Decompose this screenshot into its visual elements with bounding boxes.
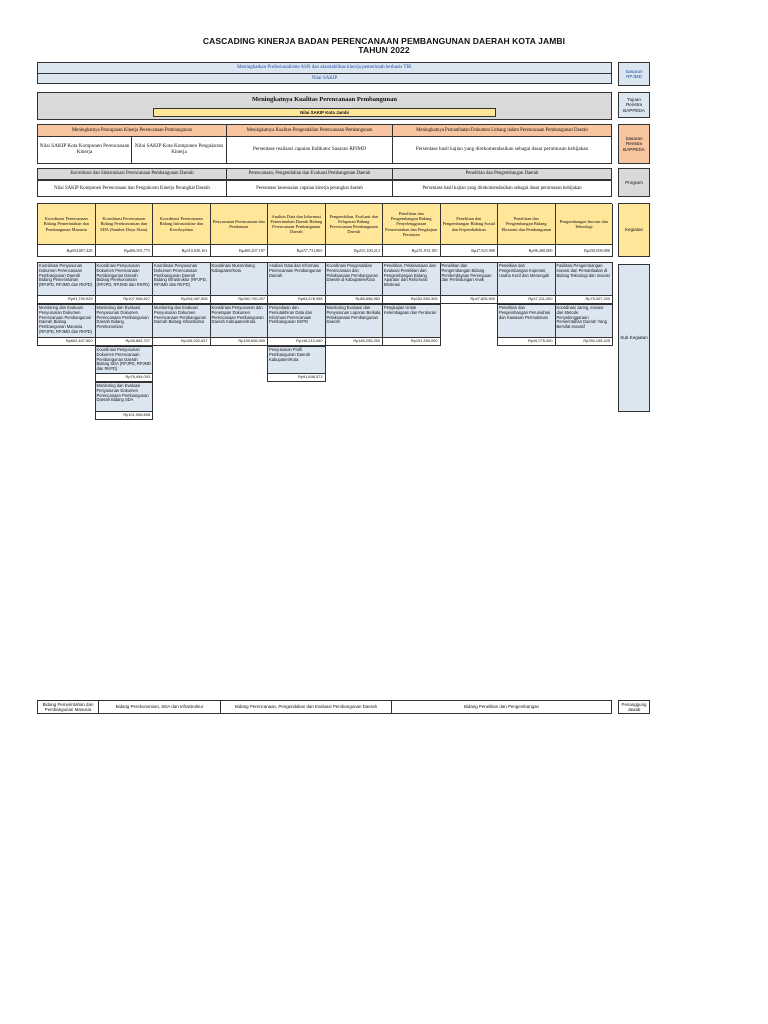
sub-kegiatan-budget: Rp101,906,698 (95, 412, 154, 420)
sub-kegiatan-sub_row1-3: Koordinasi Penyusunan Dokumen Perencanaan Pembangunan Daerah Bidang Infrastruktur (RPJPD, RPJMD dan RKPD) (152, 262, 211, 296)
sasaran-rpjmd-text: Meningkatkan Profesionalisme ASN dan akuntabilitas kinerja pemerintah berbasis TIK (38, 63, 611, 74)
kegiatan-4-budget (210, 245, 269, 257)
sub-kegiatan-sub_row4-1: Monitoring dan Evaluasi Penyusunan Dokumen Perencanaan Pembangunan Daerah Bidang SDA (95, 382, 154, 412)
sub-kegiatan-budget: Rp139,606,950 (210, 338, 269, 346)
kegiatan-5-budget (267, 245, 326, 257)
sub-kegiatan-sub_row3-1: Koordinasi Penyusunan Dokumen Perencanaan Pembangunan Daerah Bidang SDA (RPJPD, RPJMD dan RKPD) (95, 346, 154, 374)
sub-kegiatan-sub_row1-1: Koordinasi Penyusunan Dokumen Perencanaan Pembangunan Daerah Bidang Pemerintahan (RPJPD, RPJMD dan RKPD) (37, 262, 96, 296)
kegiatan-budget-value: Rp47,825,900 (471, 248, 495, 253)
page-title: CASCADING KINERJA BADAN PERENCANAAN PEMBANGUNAN DAERAH KOTA JAMBI (202, 36, 566, 46)
kegiatan-3-budget (152, 245, 211, 257)
tujuan-block (37, 92, 612, 120)
sasaran-renstra-2-indikator: Persentase realisasi capaian Indikator Sasaran RPJMD (226, 136, 393, 164)
sub-kegiatan-budget: Rp105,932,637 (152, 338, 211, 346)
kegiatan-8-budget (440, 245, 499, 257)
sub-kegiatan-sub_row1-2: Koordinasi Penyusunan Dokumen Perencanaan Pembangunan Daerah Bidang Perekonomian (RPJPD, RPJMD dan RKPD) (95, 262, 154, 296)
program-3-title: Penelitian dan Pengembangan Daerah (392, 168, 612, 180)
sasaran-renstra-1-indikator-1: Nilai SAKIP Kota Komponen Perencanaan Kinerja (37, 136, 132, 164)
sub-kegiatan-sub_row1-9: Penelitian dan Pengembangan Koperasi, Usaha Kecil dan Menengah (497, 262, 556, 296)
sub-kegiatan-sub_row3-2: Penyusunan Profil Pembangunan Daerah Kabupaten/Kota (267, 346, 326, 374)
kegiatan-budget-value: Rp406,501,775 (124, 248, 150, 253)
sub-kegiatan-budget: Rp47,211,000 (497, 296, 556, 304)
sub-kegiatan-sub_row2-10: Koordinasi Jaring, Inovasi dan Metode Penyelenggaraan Pemerintahan Daerah Yang Bersifat Inovatif (555, 304, 614, 338)
sub-kegiatan-sub_row1-4: Koordinasi Musrenbang Kabupaten/Kota (210, 262, 269, 296)
page-subtitle: TAHUN 2022 (358, 45, 410, 55)
kegiatan-10-budget (555, 245, 614, 257)
sub-kegiatan-sub_row2-1: Monitoring dan Evaluasi Penyusunan Dokumen Perencanaan Pembangunan Daerah Bidang Pembangunan Manusia (RPJPD, RPJMD dan RKPD) (37, 304, 96, 338)
tujuan-indikator: Nilai SAKIP Kota Jambi (153, 108, 496, 117)
side-label-kegiatan: Kegiatan (618, 203, 650, 257)
sub-kegiatan-sub_row2-6: Monitoring Evaluasi dan Penyusunan Laporan Berkala Pelaksanaan Pembangunan Daerah (325, 304, 384, 338)
sub-kegiatan-sub_row1-5: Analisis Data dan Informasi Perencanaan Pembangunan Daerah (267, 262, 326, 296)
kegiatan-1-name: Koordinasi Perencanaan Bidang Pemerintahan dan Pembangunan Manusia (37, 204, 96, 245)
sasaran-renstra-3-indikator: Persentase hasil kajian yang direkomendasikan sebagai dasar perumusan kebijakan (392, 136, 612, 164)
sasaran-renstra-1-indikator-2: Nilai SAKIP Kota Komponen Pengukuran Kinerja (131, 136, 227, 164)
kegiatan-budget-value: Rp257,731,865 (296, 248, 323, 253)
sasaran-renstra-1-title: Meningkatnya Pencapaian Kinerja Perencanaan Pembangunan (37, 124, 227, 137)
sub-kegiatan-budget: Rp169,255,250 (325, 338, 384, 346)
footer-bidang-perekonomian: Bidang Perekonomian, SDA dan Infrastruktur (98, 700, 221, 714)
sub-kegiatan-budget: Rp91,790,929 (37, 296, 96, 304)
kegiatan-3-name: Koordinasi Perencanaan Bidang Infrastruktur dan Kewilayahan (152, 204, 211, 245)
sub-kegiatan-sub_row2-5: Penyediaan dan Pemutakhiran Data dan Informasi Perencanaan Pembangunan SKPD (267, 304, 326, 338)
program-2-title: Perencanaan, Pengendalian dan Evaluasi Pembangunan Daerah (226, 168, 393, 180)
sub-kegiatan-area (37, 262, 612, 432)
kegiatan-5-name: Analisis Data dan Informasi Pemerintahan Daerah Bidang Perencanaan Pembangunan Daerah (267, 204, 326, 245)
side-label-penanggung-jawab: Penanggung Jawab (618, 700, 650, 714)
kegiatan-9-budget (497, 245, 556, 257)
sub-kegiatan-budget: Rp85,858,962 (325, 296, 384, 304)
kegiatan-budget-value: Rp694,807,428 (66, 248, 93, 253)
sub-kegiatan-sub_row2-3: Monitoring dan Evaluasi Penyusunan Dokumen Perencanaan Pembangunan Daerah Bidang Infrastruktur (152, 304, 211, 338)
sasaran-renstra-2-title: Meningkatnya Kualitas Pengendalian Perencanaan Pembangunan (226, 124, 393, 137)
sub-kegiatan-budget: Rp204,087,526 (152, 296, 211, 304)
footer-bidang-pemerintahan: Bidang Pemerintahan dan Pembangunan Manusia (37, 700, 99, 714)
side-label-sub-kegiatan: Sub Kegiatan (618, 264, 650, 412)
sub-kegiatan-sub_row1-10: Fasilitasi Pengembangan Inovasi dan Pemanfaatan di Bidang Teknologi dan Inovasi (555, 262, 614, 296)
kegiatan-budget-value: Rp400,207,187 (239, 248, 265, 253)
kegiatan-budget-value: Rp255,100,212 (354, 248, 380, 253)
sub-kegiatan-sub_row2-4: Koordinasi Penyusunan dan Penetapan Dokumen Perencanaan Pembangunan Daerah Kabupaten/Kota (210, 304, 269, 338)
program-1-title: Koordinasi dan Sinkronisasi Perencanaan Pembangunan Daerah (37, 168, 227, 180)
kegiatan-budget-value: Rp310,020,161 (181, 248, 208, 253)
sub-kegiatan-sub_row2-7: Pengkajian Untuk Kelembagaan dan Peraturan (382, 304, 441, 338)
sub-kegiatan-budget: Rp116,210,940 (267, 338, 326, 346)
sub-kegiatan-budget: Rp91,846,573 (267, 374, 326, 382)
kegiatan-10-name: Pengembangan Inovasi dan Teknologi (555, 204, 614, 245)
kegiatan-1-budget (37, 245, 96, 257)
sub-kegiatan-budget: Rp107,506,627 (95, 296, 154, 304)
kegiatan-6-budget (325, 245, 384, 257)
side-label-tujuan-renstra: Tujuan Renstra BAPPEDA (618, 92, 650, 118)
footer-bidang-penelitian: Bidang Penelitian dan Pengembangan (391, 700, 612, 714)
program-2-indikator: Persentase kesesuaian capaian kinerja perangkat daerah (226, 180, 393, 197)
program-1-indikator: Nilai SAKIP Komponen Perencanaan dan Pengukuran Kinerja Perangkat Daerah (37, 180, 227, 197)
sub-kegiatan-budget: Rp250,155,425 (555, 338, 614, 346)
sub-kegiatan-sub_row1-7: Penelitian, Pelaksanaan dan Evaluasi Penelitian dan Pengembangan Bidang Aparatur dan Reformasi Birokrasi (382, 262, 441, 296)
kegiatan-budget-value: Rp96,400,000 (528, 248, 553, 253)
side-label-sasaran-rpjmd: Sasaran RPJMD (618, 62, 650, 86)
kegiatan-7-name: Penelitian dan Pengembangan Bidang Penyelenggaraan Pemerintahan dan Pengkajian Peraturan (382, 204, 441, 245)
sub-kegiatan-budget: Rp260,700,297 (210, 296, 269, 304)
sub-kegiatan-budget: Rp78,494,093 (95, 374, 154, 382)
side-label-program: Program (618, 168, 650, 197)
sub-kegiatan-sub_row1-8: Penelitian dan Pengembangan Bidang Pemberdayaan Perempuan dan Perlindungan Anak (440, 262, 499, 296)
sub-kegiatan-sub_row2-2: Monitoring dan Evaluasi Penyusunan Dokumen Perencanaan Pembangunan Daerah Bidang Perekonomian (95, 304, 154, 338)
kegiatan-budget-value: Rp250,000,000 (584, 248, 610, 253)
footer-bidang-perencanaan: Bidang Perencanaan, Pengendalian dan Evaluasi Pembangunan Daerah (220, 700, 392, 714)
kegiatan-row (37, 203, 612, 257)
sasaran-renstra-3-title: Meningkatnya Pemanfaatan Dokumen Litbang dalam Perencanaan Pembangunan Daerah (392, 124, 612, 137)
kegiatan-8-name: Penelitian dan Pengembangan Bidang Sosial dan Kependudukan (440, 204, 499, 245)
sub-kegiatan-budget: Rp602,407,500 (37, 338, 96, 346)
kegiatan-2-budget (95, 245, 154, 257)
sub-kegiatan-budget: Rp152,560,305 (382, 296, 441, 304)
kegiatan-6-name: Pengendalian, Evaluasi dan Pelaporan Bidang Perencanaan Pembangunan Daerah (325, 204, 384, 245)
sub-kegiatan-budget: Rp49,275,000 (497, 338, 556, 346)
sasaran-rpjmd-indikator: Nilai SAKIP (38, 74, 611, 83)
sub-kegiatan-budget: Rp191,350,000 (382, 338, 441, 346)
kegiatan-9-name: Penelitian dan Pengembangan Bidang Ekonomi dan Pembangunan (497, 204, 556, 245)
sub-kegiatan-sub_row1-6: Koordinasi Pengendalian Perencanaan dan Pelaksanaan Pembangunan Daerah di Kabupaten/Kota (325, 262, 384, 296)
tujuan-title: Meningkatnya Kualitas Perencanaan Pembangunan (252, 96, 397, 103)
sub-kegiatan-budget: Rp28,663,707 (95, 338, 154, 346)
side-label-sasaran-renstra: Sasaran Renstra BAPPEDA (618, 124, 650, 164)
kegiatan-2-name: Koordinasi Perencanaan Bidang Perekonomian dan SDA (Sumber Daya Alam) (95, 204, 154, 245)
sasaran-rpjmd-block (37, 62, 612, 84)
kegiatan-4-name: Penyusunan Perencanaan dan Pendanaan (210, 204, 269, 245)
kegiatan-budget-value: Rp251,915,185 (411, 248, 438, 253)
sub-kegiatan-budget: Rp75,007,200 (555, 296, 614, 304)
sub-kegiatan-budget: Rp63,678,958 (267, 296, 326, 304)
sub-kegiatan-sub_row2-9: Penelitian dan Pengembangan Perumahan dan Kawasan Permukiman (497, 304, 556, 338)
sub-kegiatan-budget: Rp47,825,900 (440, 296, 499, 304)
kegiatan-7-budget (382, 245, 441, 257)
program-3-indikator: Persentase hasil kajian yang direkomendasikan sebagai dasar perumusan kebijakan (392, 180, 612, 197)
